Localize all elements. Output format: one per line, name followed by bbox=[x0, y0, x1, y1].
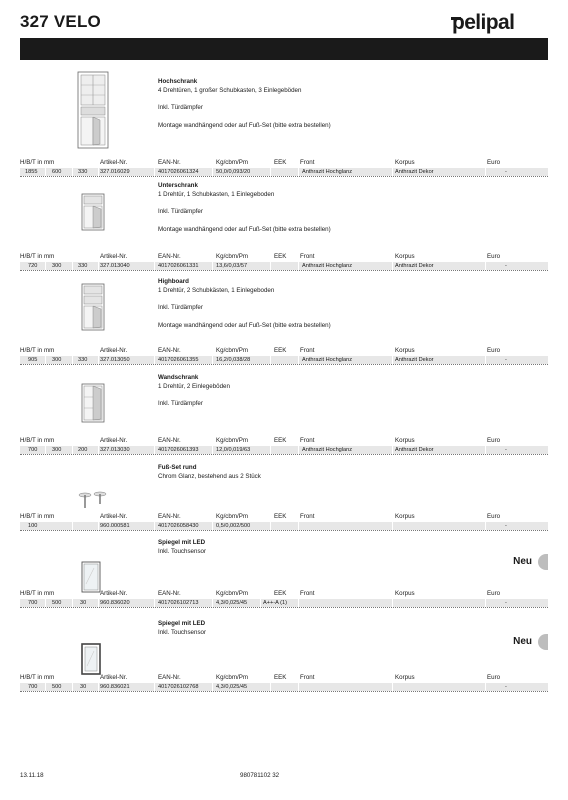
cell-kg: 13,6/0,03/57 bbox=[216, 263, 248, 269]
cell-h: 700 bbox=[28, 447, 38, 453]
col-header-kg: Kg/cbm/Pm bbox=[216, 347, 248, 354]
cell-euro: - bbox=[505, 684, 507, 690]
product-description bbox=[158, 464, 261, 482]
cell-ean: 4017026061324 bbox=[158, 169, 199, 175]
col-header-ean: EAN-Nr. bbox=[158, 347, 181, 354]
product-line: 4 Drehtüren, 1 großer Schubkasten, 3 Einlegeböden bbox=[158, 86, 302, 94]
cell-korpus: Anthrazit Dekor bbox=[395, 169, 434, 175]
col-header-euro: Euro bbox=[487, 347, 501, 354]
product-line: 1 Drehtür, 1 Schubkasten, 1 Einlegeboden bbox=[158, 190, 275, 198]
col-header-hbt: H/B/T in mm bbox=[20, 253, 55, 260]
table-header bbox=[20, 590, 548, 599]
col-header-artikel: Artikel-Nr. bbox=[100, 253, 128, 260]
col-header-eek: EEK bbox=[274, 437, 287, 444]
cell-h: 905 bbox=[28, 357, 38, 363]
brand-logo bbox=[452, 7, 548, 39]
cell-korpus: Anthrazit Dekor bbox=[395, 263, 434, 269]
product-line: Inkl. Türdämpfer bbox=[158, 104, 203, 112]
header-bar bbox=[20, 38, 548, 60]
table-header bbox=[20, 437, 548, 446]
col-header-hbt: H/B/T in mm bbox=[20, 159, 55, 166]
col-header-kg: Kg/cbm/Pm bbox=[216, 253, 248, 260]
product-name: Spiegel mit LED bbox=[158, 539, 206, 546]
cell-euro: - bbox=[505, 169, 507, 175]
cell-t: 330 bbox=[78, 169, 88, 175]
col-header-ean: EAN-Nr. bbox=[158, 159, 181, 166]
new-badge: Neu bbox=[513, 556, 532, 567]
cell-h: 700 bbox=[28, 684, 38, 690]
product-line: 1 Drehtür, 2 Schubkästen, 1 Einlegeboden bbox=[158, 286, 275, 294]
product-description bbox=[158, 374, 230, 409]
table-header bbox=[20, 347, 548, 356]
cell-kg: 50,0/0,093/20 bbox=[216, 169, 251, 175]
col-header-artikel: Artikel-Nr. bbox=[100, 674, 128, 681]
col-header-kg: Kg/cbm/Pm bbox=[216, 437, 248, 444]
cell-b: 500 bbox=[52, 684, 62, 690]
cell-t: 330 bbox=[78, 263, 88, 269]
product-description bbox=[158, 278, 331, 331]
new-badge-tab bbox=[538, 634, 548, 650]
col-header-artikel: Artikel-Nr. bbox=[100, 513, 128, 520]
col-header-front: Front bbox=[300, 590, 315, 597]
hochschrank-image bbox=[76, 70, 110, 152]
product-line: 1 Drehtür, 2 Einlegeböden bbox=[158, 382, 230, 390]
cell-euro: - bbox=[505, 523, 507, 529]
col-header-ean: EAN-Nr. bbox=[158, 513, 181, 520]
col-header-euro: Euro bbox=[487, 590, 501, 597]
product-line: Montage wandhängend oder auf Fuß-Set (bitte extra bestellen) bbox=[158, 121, 331, 129]
col-header-front: Front bbox=[300, 159, 315, 166]
fuss-set-image bbox=[76, 490, 110, 512]
col-header-artikel: Artikel-Nr. bbox=[100, 437, 128, 444]
cell-b: 600 bbox=[52, 169, 62, 175]
product-line: Inkl. Türdämpfer bbox=[158, 208, 203, 216]
product-line: Inkl. Touchsensor bbox=[158, 547, 207, 555]
wandschrank-image bbox=[80, 382, 106, 424]
col-header-hbt: H/B/T in mm bbox=[20, 437, 55, 444]
product-line: Montage wandhängend oder auf Fuß-Set (bitte extra bestellen) bbox=[158, 225, 331, 233]
col-header-eek: EEK bbox=[274, 347, 287, 354]
table-row bbox=[20, 522, 548, 530]
cell-t: 30 bbox=[80, 684, 87, 690]
cell-kg: 4,3/0,025/45 bbox=[216, 600, 248, 606]
cell-artikel: 327.013050 bbox=[100, 357, 130, 363]
table-header bbox=[20, 253, 548, 262]
product-line: Inkl. Touchsensor bbox=[158, 628, 207, 636]
page-title: 327 VELO bbox=[20, 12, 101, 31]
cell-artikel: 960.836020 bbox=[100, 600, 130, 606]
col-header-eek: EEK bbox=[274, 253, 287, 260]
table-row bbox=[20, 262, 548, 270]
col-header-kg: Kg/cbm/Pm bbox=[216, 674, 248, 681]
product-name: Wandschrank bbox=[158, 374, 199, 381]
footer-code: 980781102 32 bbox=[240, 772, 280, 779]
brand-name: pelipal bbox=[452, 11, 515, 34]
col-header-ean: EAN-Nr. bbox=[158, 590, 181, 597]
table-row bbox=[20, 599, 548, 607]
col-header-kg: Kg/cbm/Pm bbox=[216, 513, 248, 520]
col-header-artikel: Artikel-Nr. bbox=[100, 159, 128, 166]
product-description bbox=[158, 539, 206, 557]
col-header-front: Front bbox=[300, 674, 315, 681]
col-header-front: Front bbox=[300, 513, 315, 520]
cell-euro: - bbox=[505, 357, 507, 363]
table-row bbox=[20, 356, 548, 364]
cell-ean: 4017026102713 bbox=[158, 600, 199, 606]
col-header-kg: Kg/cbm/Pm bbox=[216, 159, 248, 166]
col-header-front: Front bbox=[300, 347, 315, 354]
spiegel-image bbox=[80, 560, 102, 594]
product-description bbox=[158, 78, 331, 131]
new-badge-tab bbox=[538, 554, 548, 570]
col-header-hbt: H/B/T in mm bbox=[20, 674, 55, 681]
product-name: Highboard bbox=[158, 278, 189, 285]
cell-b: 300 bbox=[52, 263, 62, 269]
col-header-ean: EAN-Nr. bbox=[158, 253, 181, 260]
col-header-artikel: Artikel-Nr. bbox=[100, 347, 128, 354]
cell-h: 100 bbox=[28, 523, 38, 529]
col-header-korpus: Korpus bbox=[395, 674, 415, 681]
cell-artikel: 327.013030 bbox=[100, 447, 130, 453]
product-name: Spiegel mit LED bbox=[158, 620, 206, 627]
col-header-euro: Euro bbox=[487, 159, 501, 166]
table-row bbox=[20, 683, 548, 691]
product-description bbox=[158, 620, 206, 638]
cell-front: Anthrazit Hochglanz bbox=[302, 447, 353, 453]
cell-korpus: Anthrazit Dekor bbox=[395, 447, 434, 453]
cell-euro: - bbox=[505, 447, 507, 453]
cell-b: 500 bbox=[52, 600, 62, 606]
cell-t: 30 bbox=[80, 600, 87, 606]
col-header-euro: Euro bbox=[487, 513, 501, 520]
product-name: Hochschrank bbox=[158, 78, 198, 85]
cell-b: 300 bbox=[52, 447, 62, 453]
cell-h: 1855 bbox=[25, 169, 38, 175]
product-line: Chrom Glanz, bestehend aus 2 Stück bbox=[158, 472, 261, 480]
table-row bbox=[20, 168, 548, 176]
product-description bbox=[158, 182, 331, 235]
col-header-korpus: Korpus bbox=[395, 253, 415, 260]
cell-euro: - bbox=[505, 263, 507, 269]
cell-b: 300 bbox=[52, 357, 62, 363]
cell-front: Anthrazit Hochglanz bbox=[302, 263, 353, 269]
col-header-korpus: Korpus bbox=[395, 513, 415, 520]
cell-kg: 0,5/0,002/500 bbox=[216, 523, 251, 529]
cell-t: 330 bbox=[78, 357, 88, 363]
footer-date: 13.11.18 bbox=[20, 772, 44, 779]
cell-ean: 4017026061393 bbox=[158, 447, 199, 453]
cell-t: 200 bbox=[78, 447, 88, 453]
col-header-korpus: Korpus bbox=[395, 159, 415, 166]
product-line: Inkl. Türdämpfer bbox=[158, 304, 203, 312]
cell-artikel: 960.000581 bbox=[100, 523, 130, 529]
product-name: Fuß-Set rund bbox=[158, 464, 197, 471]
col-header-eek: EEK bbox=[274, 159, 287, 166]
col-header-front: Front bbox=[300, 253, 315, 260]
col-header-hbt: H/B/T in mm bbox=[20, 513, 55, 520]
col-header-eek: EEK bbox=[274, 590, 287, 597]
col-header-ean: EAN-Nr. bbox=[158, 674, 181, 681]
table-row bbox=[20, 446, 548, 454]
col-header-euro: Euro bbox=[487, 253, 501, 260]
col-header-kg: Kg/cbm/Pm bbox=[216, 590, 248, 597]
new-badge: Neu bbox=[513, 636, 532, 647]
cell-artikel: 960.836021 bbox=[100, 684, 130, 690]
table-header bbox=[20, 674, 548, 683]
col-header-euro: Euro bbox=[487, 674, 501, 681]
cell-h: 720 bbox=[28, 263, 38, 269]
col-header-hbt: H/B/T in mm bbox=[20, 347, 55, 354]
product-line: Inkl. Türdämpfer bbox=[158, 400, 203, 408]
col-header-eek: EEK bbox=[274, 513, 287, 520]
col-header-korpus: Korpus bbox=[395, 437, 415, 444]
cell-kg: 4,3/0,025/45 bbox=[216, 684, 248, 690]
cell-artikel: 327.013040 bbox=[100, 263, 130, 269]
cell-ean: 4017026061355 bbox=[158, 357, 199, 363]
cell-eek: A++-A (1) bbox=[263, 600, 287, 606]
cell-front: Anthrazit Hochglanz bbox=[302, 357, 353, 363]
unterschrank-image bbox=[80, 192, 106, 232]
cell-h: 700 bbox=[28, 600, 38, 606]
cell-front: Anthrazit Hochglanz bbox=[302, 169, 353, 175]
col-header-artikel: Artikel-Nr. bbox=[100, 590, 128, 597]
cell-ean: 4017026058430 bbox=[158, 523, 199, 529]
product-name: Unterschrank bbox=[158, 182, 198, 189]
cell-euro: - bbox=[505, 600, 507, 606]
col-header-euro: Euro bbox=[487, 437, 501, 444]
cell-kg: 16,2/0,038/28 bbox=[216, 357, 251, 363]
col-header-korpus: Korpus bbox=[395, 590, 415, 597]
cell-ean: 4017026102768 bbox=[158, 684, 199, 690]
table-header bbox=[20, 159, 548, 168]
highboard-image bbox=[80, 282, 106, 332]
spiegel-image bbox=[80, 642, 102, 676]
col-header-hbt: H/B/T in mm bbox=[20, 590, 55, 597]
col-header-eek: EEK bbox=[274, 674, 287, 681]
col-header-front: Front bbox=[300, 437, 315, 444]
col-header-ean: EAN-Nr. bbox=[158, 437, 181, 444]
table-header bbox=[20, 513, 548, 522]
product-line: Montage wandhängend oder auf Fuß-Set (bitte extra bestellen) bbox=[158, 321, 331, 329]
cell-artikel: 327.016029 bbox=[100, 169, 130, 175]
cell-ean: 4017026061331 bbox=[158, 263, 199, 269]
col-header-korpus: Korpus bbox=[395, 347, 415, 354]
cell-korpus: Anthrazit Dekor bbox=[395, 357, 434, 363]
cell-kg: 12,0/0,019/63 bbox=[216, 447, 251, 453]
